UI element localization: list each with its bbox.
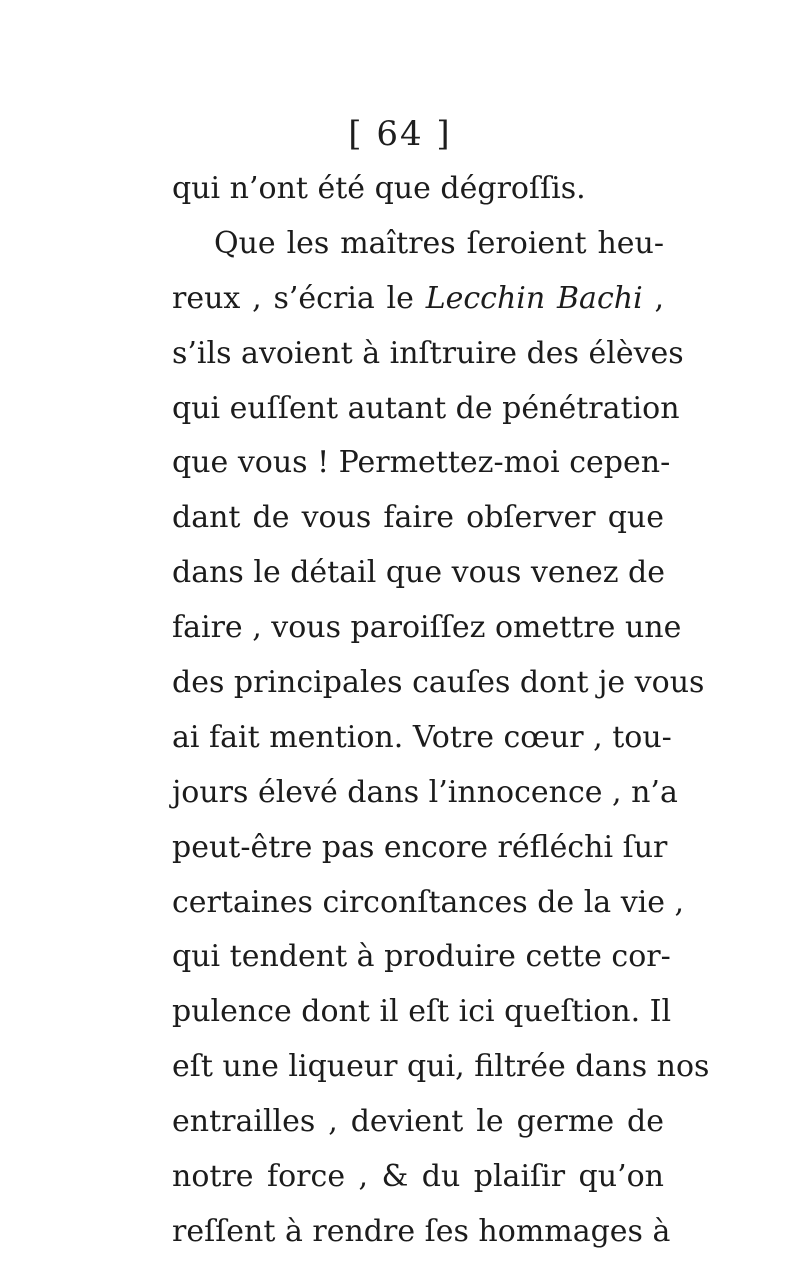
text-line-14: certaines circonſtances de la vie , bbox=[172, 884, 685, 920]
text-line-3-start: reux , s’écria le bbox=[172, 280, 426, 316]
text-line-5: qui euſſent autant de pénétration bbox=[172, 390, 680, 426]
text-line-10: des principales cauſes dont je vous bbox=[172, 665, 705, 701]
speaker-name: Lecchin Bachi bbox=[425, 280, 643, 316]
text-line-17: eſt une liqueur qui, filtrée dans nos bbox=[172, 1049, 710, 1085]
text-line-16: pulence dont il eſt ici queſtion. Il bbox=[172, 994, 672, 1030]
text-line-3-end: , bbox=[642, 280, 664, 316]
text-line-12: jours élevé dans l’innocence , n’a bbox=[172, 774, 678, 810]
text-line-7: dant de vous faire obſerver que bbox=[172, 500, 664, 536]
text-line-8: dans le détail que vous venez de bbox=[172, 555, 666, 591]
text-line-9: faire , vous paroiſſez omettre une bbox=[172, 610, 682, 646]
text-line-2: Que les maîtres ſeroient heu- bbox=[214, 225, 664, 261]
text-line-13: peut-être pas encore réfléchi ſur bbox=[172, 829, 668, 865]
text-line-3 bbox=[172, 272, 664, 327]
text-line-11: ai fait mention. Votre cœur , tou- bbox=[172, 719, 672, 755]
text-line-1: qui n’ont été que dégroſſis. bbox=[172, 171, 586, 206]
text-line-20: reſſent à rendre ſes hommages à bbox=[172, 1213, 671, 1249]
text-line-19: notre force , & du plaiſir qu’on bbox=[172, 1159, 664, 1195]
text-line-4: s’ils avoient à inſtruire des élèves bbox=[172, 335, 684, 371]
text-line-6: que vous ! Permettez-moi cepen- bbox=[172, 445, 671, 481]
page-number: [ 64 ] bbox=[348, 114, 452, 154]
text-line-15: qui tendent à produire cette cor- bbox=[172, 939, 671, 975]
text-line-18: entrailles , devient le germe de bbox=[172, 1104, 664, 1140]
body-text bbox=[172, 162, 710, 1260]
